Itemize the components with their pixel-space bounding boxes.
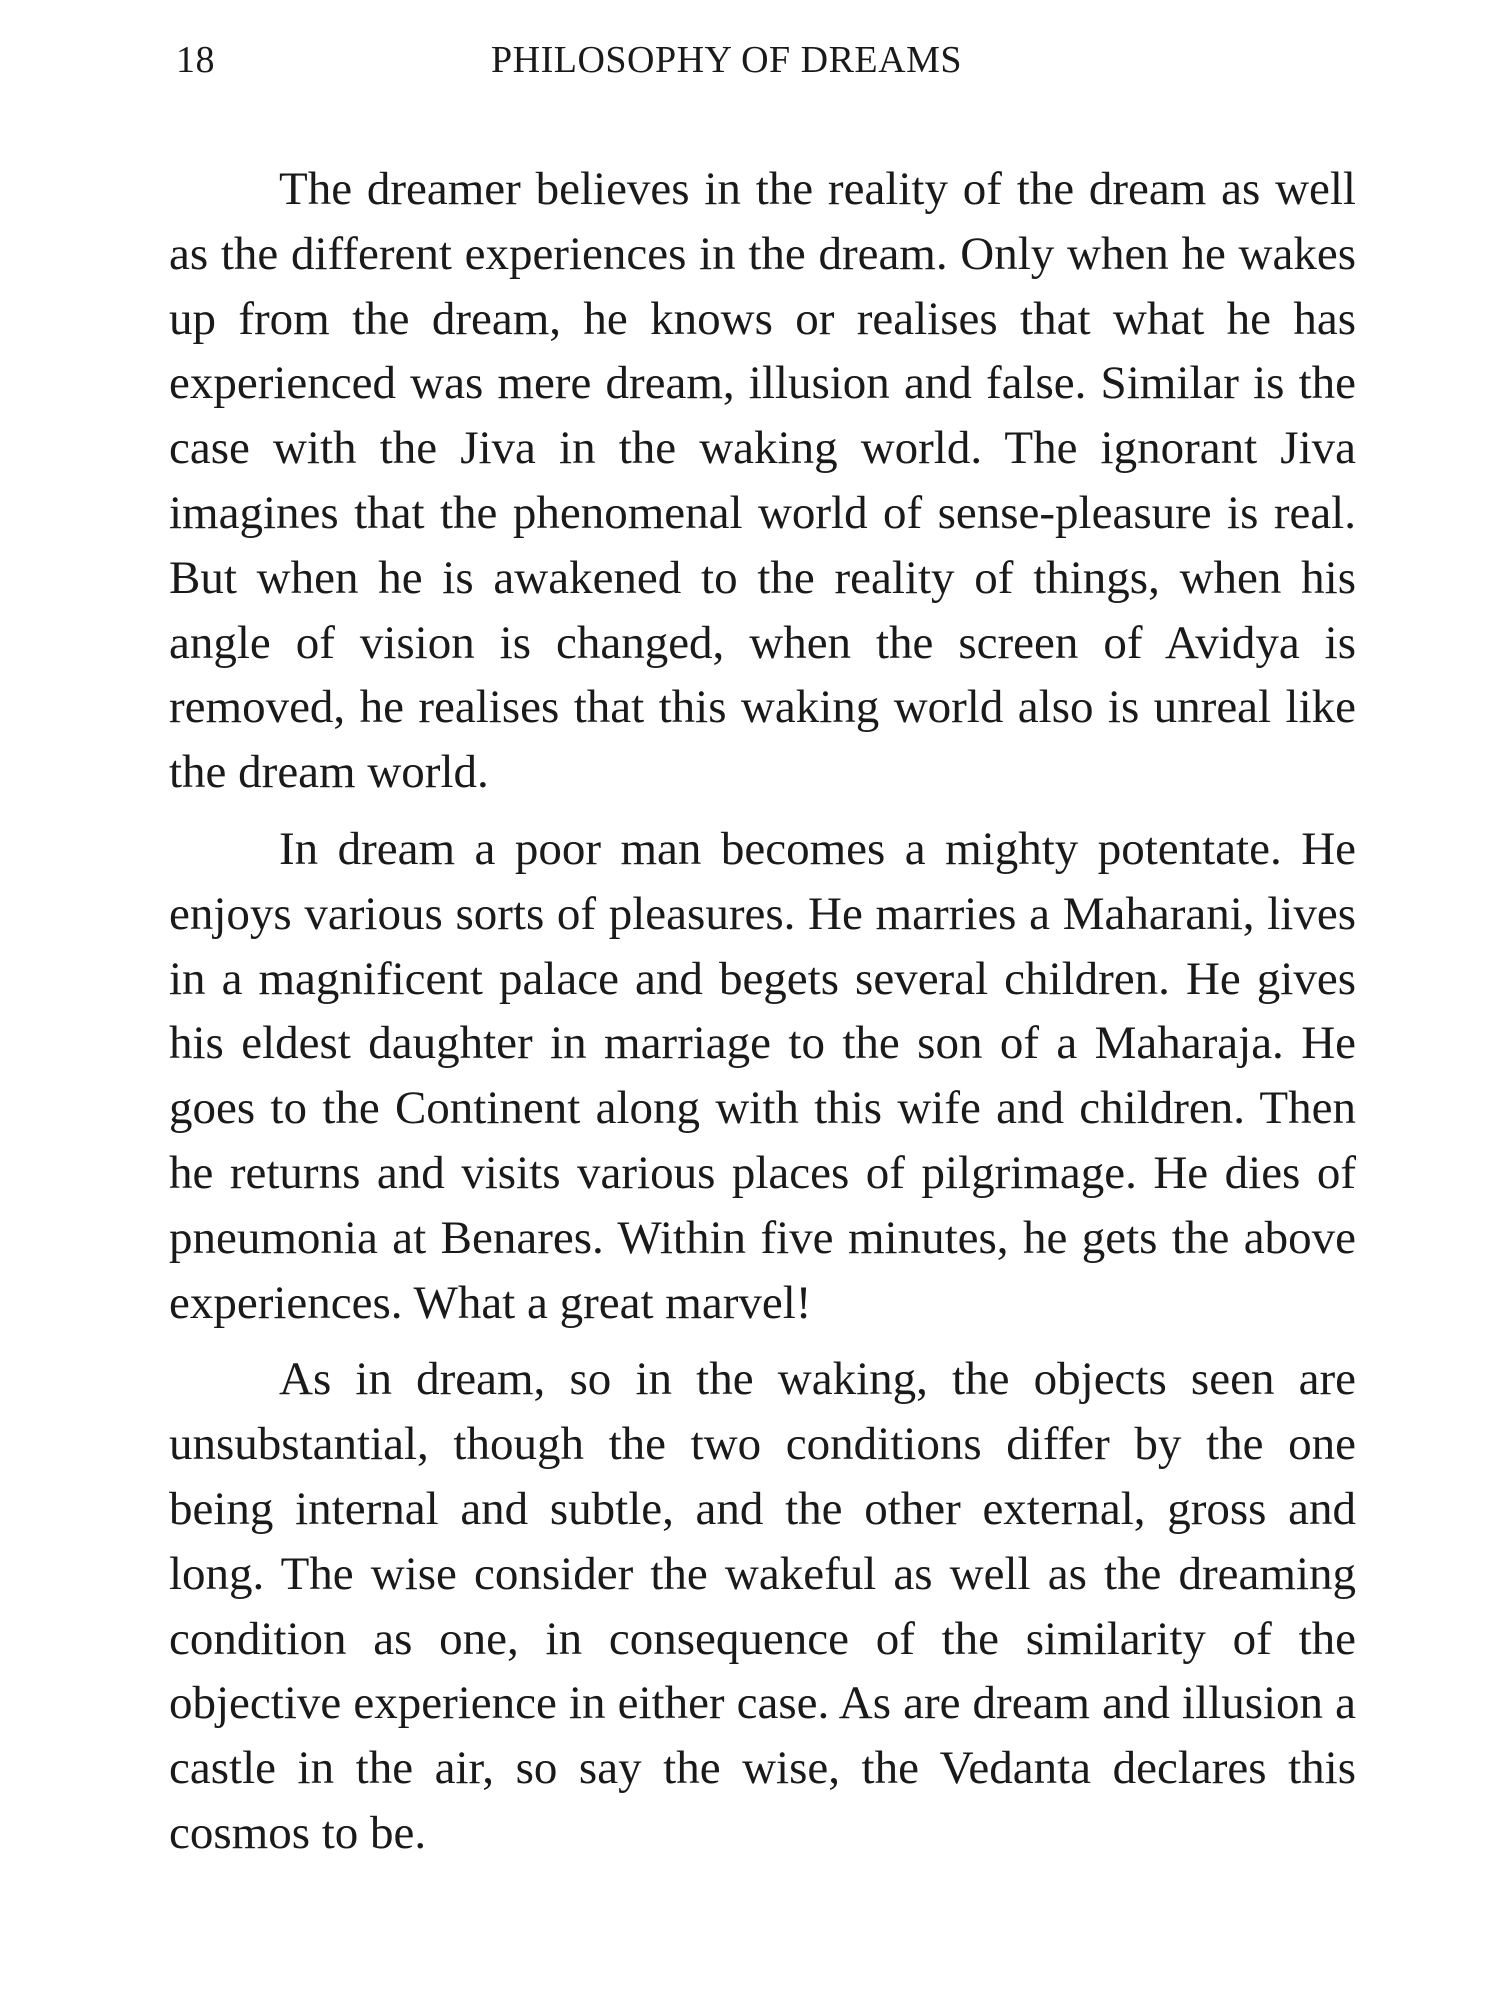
running-title: PHILOSOPHY OF DREAMS [491,39,963,81]
page-number: 18 [176,39,215,81]
body-text [169,157,1356,1866]
paragraph-2: In dream a poor man becomes a mighty potentate. He enjoys various sorts of pleasures. He marries a Maharani, lives in a magnificent palace and begets several children. He gives his eldest daughter in marriage to the son of a Maharaja. He goes to the Continent along with this wife and children. Then he returns and visits various places of pilgrimage. He dies of pneumonia at Benares. Within five minutes, he gets the above experiences. What a great marvel! [169,822,1356,1329]
paragraph-1: The dreamer believes in the reality of the dream as well as the different experiences in the dream. Only when he wakes up from the dream, he knows or realises that what he has experienced was mere dream, illusion and false. Similar is the case with the Jiva in the waking world. The ignorant Jiva imagines that the phenomenal world of sense-pleasure is real. But when he is awakened to the reality of things, when his angle of vision is changed, when the screen of Avidya is removed, he realises that this waking world also is unreal like the dream world. [169,163,1356,799]
running-head [176,38,1356,88]
paragraph-3: As in dream, so in the waking, the objects seen are unsubstantial, though the two conditions differ by the one being internal and subtle, and the other external, gross and long. The wise consider the wakeful as well as the dreaming condition as one, in consequence of the similarity of the objective experience in either case. As are dream and illusion a castle in the air, so say the wise, the Vedanta declares this cosmos to be. [169,1353,1356,1859]
